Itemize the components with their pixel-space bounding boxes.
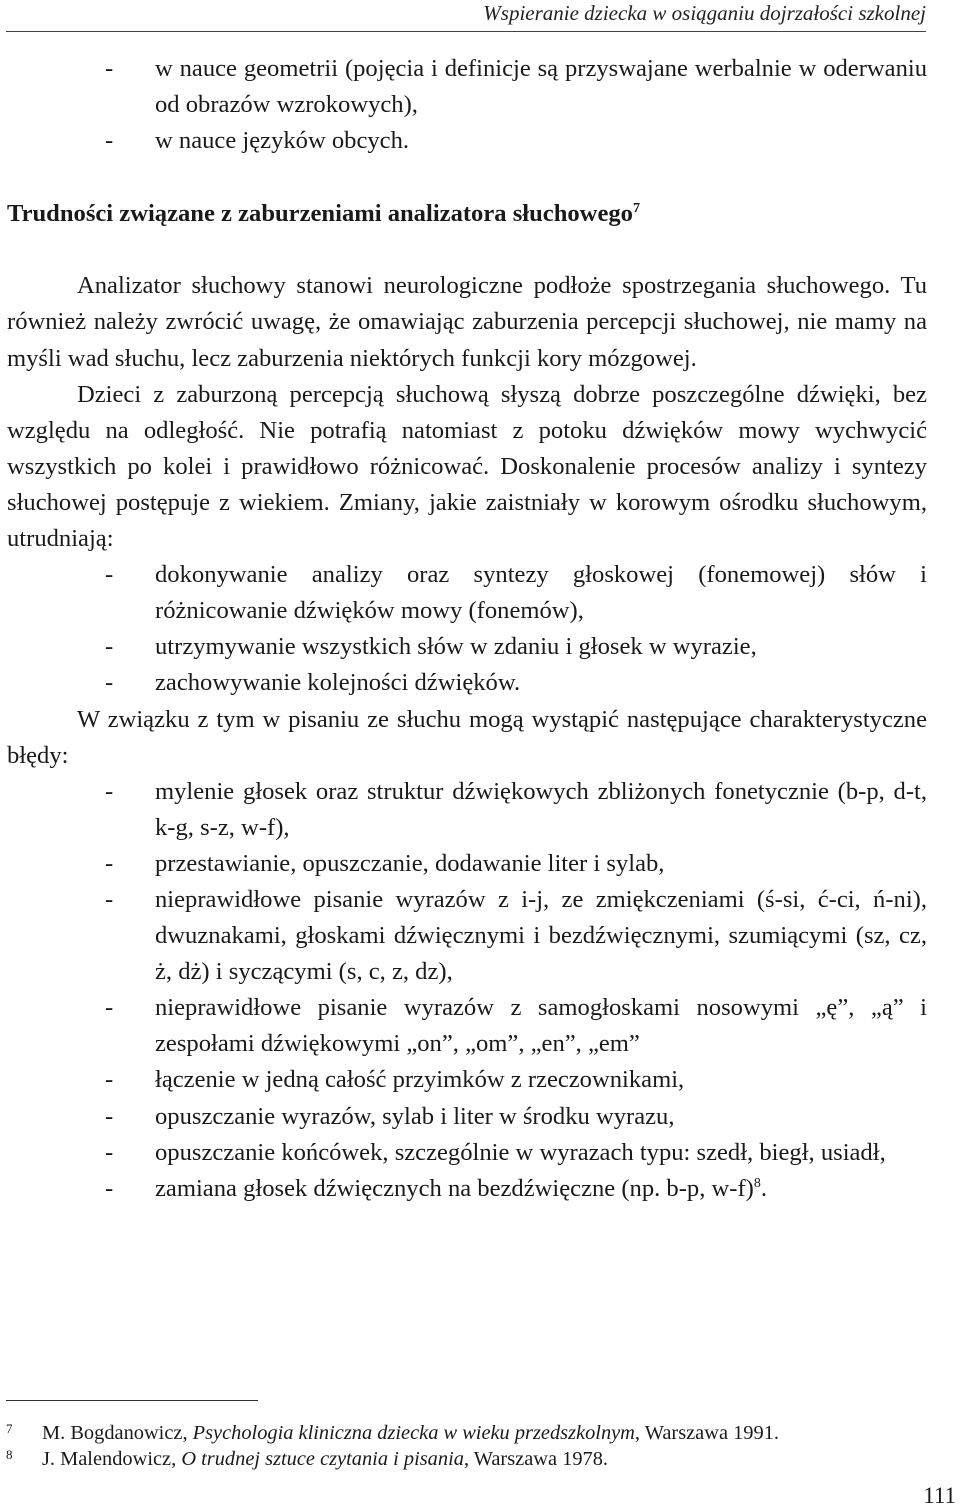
list-dash: -	[105, 777, 114, 805]
footnote-number: 7	[6, 1421, 13, 1436]
list-item: - w nauce języków obcych.	[7, 123, 927, 159]
list-dash: -	[105, 1138, 114, 1166]
list-dash: -	[105, 55, 114, 82]
footnotes	[6, 1420, 926, 1472]
footnote-rule	[6, 1400, 258, 1401]
list-item: - w nauce geometrii (pojęcia i definicje są przyswajane werbalnie w oderwaniu od obrazów wzrokowych),	[7, 51, 927, 123]
footnote-book-title: Psychologia kliniczna dziecka w wieku przedszkolnym	[192, 1422, 635, 1444]
list-dash: -	[105, 994, 114, 1022]
footnote-ref[interactable]: 8	[753, 1175, 761, 1191]
list-item: - zamiana głosek dźwięcznych na bezdźwięczne (np. b-p, w-f)$^8$.	[7, 1171, 927, 1207]
running-header: Wspieranie dziecka w osiąganiu dojrzałości szkolnej	[483, 1, 926, 25]
list-item: - zachowywanie kolejności dźwięków.	[7, 665, 927, 701]
page-number: 111	[923, 1483, 956, 1508]
list-item: - opuszczanie wyrazów, sylab i liter w środku wyrazu,	[7, 1099, 927, 1135]
list-item: - utrzymywanie wszystkich słów w zdaniu i głosek w wyrazie,	[7, 629, 927, 665]
list-dash: -	[105, 1066, 114, 1094]
list-dash: -	[105, 885, 114, 913]
footnote: 7 M. Bogdanowicz, Psychologia kliniczna dziecka w wieku przedszkolnym, Warszawa 1991.	[6, 1420, 926, 1446]
list-dash: -	[105, 849, 114, 877]
header-rule	[6, 31, 926, 32]
list-item: - dokonywanie analizy oraz syntezy głoskowej (fonemowej) słów i różnicowanie dźwięków mowy (fonemów),	[7, 557, 927, 629]
list-dash: -	[105, 127, 114, 155]
footnote-number: 8	[6, 1447, 13, 1462]
list-item: - łączenie w jedną całość przyimków z rzeczownikami,	[7, 1062, 927, 1098]
section-heading: Trudności związane z zaburzeniami analizatora słuchowego$^7$	[7, 200, 640, 228]
page-body	[7, 51, 927, 1207]
footnote-ref[interactable]: 7	[632, 201, 640, 217]
list-dash: -	[105, 1174, 114, 1202]
list-item: - nieprawidłowe pisanie wyrazów z samogłoskami nosowymi „ę”, „ą” i zespołami dźwiękowymi „on”, „om”, „en”, „em”	[7, 990, 927, 1062]
footnote-book-title: O trudnej sztuce czytania i pisania	[181, 1448, 464, 1470]
paragraph: Analizator słuchowy stanowi neurologiczne podłoże spostrzegania słuchowego. Tu również należy zwrócić uwagę, że omawiając zaburzenia percepcji słuchowej, nie mamy na myśli wad słuchu, lecz zaburzenia niektórych funkcji kory mózgowej.	[7, 272, 927, 372]
footnote: 8 J. Malendowicz, O trudnej sztuce czytania i pisania, Warszawa 1978.	[6, 1446, 926, 1472]
list-item: - mylenie głosek oraz struktur dźwiękowych zbliżonych fonetycznie (b-p, d-t, k-g, s-z, w-f),	[7, 774, 927, 846]
list-item: - opuszczanie końcówek, szczególnie w wyrazach typu: szedł, biegł, usiadł,	[7, 1135, 927, 1171]
list-item: - nieprawidłowe pisanie wyrazów z i-j, ze zmiękczeniami (ś-si, ć-ci, ń-ni), dwuznakami, głoskami dźwięcznymi i bezdźwięcznymi, szumiącymi (sz, cz, ż, dż) i syczącymi (s, c, z, dz),	[7, 882, 927, 990]
paragraph: W związku z tym w pisaniu ze słuchu mogą wystąpić następujące charakterystyczne błędy:	[7, 705, 927, 769]
list-item: - przestawianie, opuszczanie, dodawanie liter i sylab,	[7, 846, 927, 882]
list-dash: -	[105, 1102, 114, 1130]
paragraph: Dzieci z zaburzoną percepcją słuchową słyszą dobrze poszczególne dźwięki, bez względu na odległość. Nie potrafią natomiast z potoku dźwięków mowy wychwycić wszystkich po kolei i prawidłowo różnicować. Doskonalenie procesów analizy i syntezy słuchowej postępuje z wiekiem. Zmiany, jakie zaistniały w korowym ośrodku słuchowym, utrudniają:	[7, 380, 927, 553]
list-dash: -	[105, 669, 114, 697]
list-dash: -	[105, 633, 114, 661]
list-dash: -	[105, 561, 114, 589]
